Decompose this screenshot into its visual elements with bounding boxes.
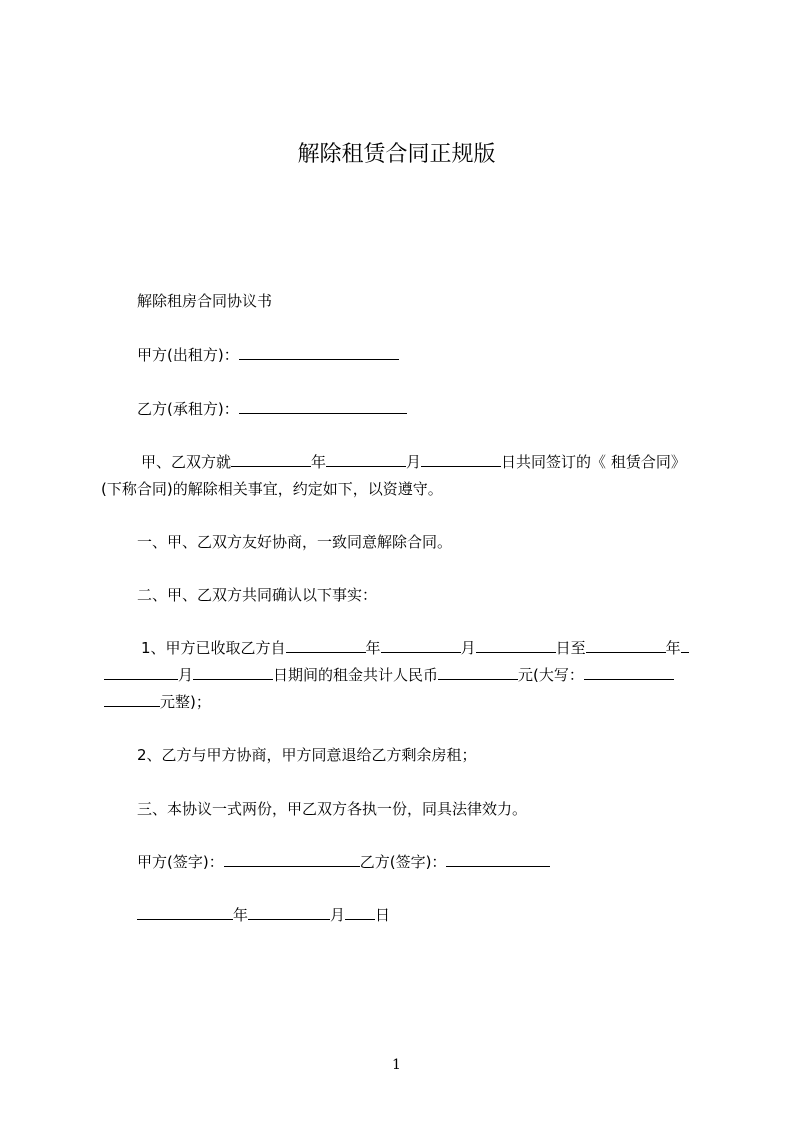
intro-prefix: 甲、乙双方就 (141, 453, 232, 471)
fact-1-month2-label: 月 (178, 666, 194, 684)
party-a-line (137, 345, 399, 365)
fact-1-tail-blank (681, 638, 689, 653)
party-a-blank (239, 345, 399, 360)
fact-1-middle: 日期间的租金共计人民币 (273, 666, 439, 684)
fact-1-line-2 (104, 665, 674, 685)
fact-1-month-blank (381, 638, 461, 653)
party-b-blank (239, 399, 407, 414)
page-number: 1 (392, 1057, 401, 1073)
date-month-blank (248, 905, 330, 920)
intro-day-blank (421, 452, 501, 467)
fact-1-line-3 (104, 692, 211, 712)
date-line (137, 905, 390, 925)
signature-line (137, 852, 550, 872)
document-title: 解除租赁合同正规版 (297, 142, 496, 167)
party-a-label: 甲方(出租方)： (137, 346, 239, 364)
date-year-blank (137, 905, 233, 920)
fact-1-end: 元整)； (160, 693, 211, 711)
intro-line-2: (下称合同)的解除相关事宜，约定如下，以资遵守。 (101, 480, 443, 498)
fact-1-caps-blank (584, 665, 674, 680)
fact-1-year-label: 年 (365, 639, 381, 657)
sign-party-a-blank (224, 852, 360, 867)
fact-1-yuan-caps: 元(大写： (518, 666, 584, 684)
fact-1-caps-blank-cont (104, 692, 160, 707)
date-day-blank (345, 905, 375, 920)
sign-party-b-blank (446, 852, 550, 867)
fact-1-prefix: 1、甲方已收取乙方自 (141, 639, 286, 657)
party-b-label: 乙方(承租方)： (137, 400, 239, 418)
fact-1-day-to: 日至 (555, 639, 586, 657)
subtitle: 解除租房合同协议书 (137, 292, 273, 310)
fact-1-month-label: 月 (460, 639, 476, 657)
sign-party-a-label: 甲方(签字)： (137, 853, 224, 871)
intro-year-blank (231, 452, 311, 467)
clause-3: 三、本协议一式两份，甲乙双方各执一份，同具法律效力。 (137, 800, 528, 818)
intro-line-1 (141, 452, 686, 472)
fact-1-amount-blank (438, 665, 518, 680)
fact-1-year-blank (286, 638, 366, 653)
party-b-line (137, 399, 407, 419)
clause-1: 一、甲、乙双方友好协商，一致同意解除合同。 (137, 533, 453, 551)
fact-1-day2-blank (193, 665, 273, 680)
fact-1-line-1 (141, 638, 689, 658)
date-month-label: 月 (330, 906, 346, 924)
sign-party-b-label: 乙方(签字)： (359, 853, 447, 871)
date-day-label: 日 (375, 906, 391, 924)
fact-1-year2-label: 年 (665, 639, 681, 657)
clause-2: 二、甲、乙双方共同确认以下事实： (137, 586, 378, 604)
intro-year-label: 年 (311, 453, 327, 471)
fact-1-day-blank (476, 638, 556, 653)
date-year-label: 年 (233, 906, 249, 924)
intro-month-label: 月 (406, 453, 422, 471)
intro-day-text: 日共同签订的《 租赁合同》 (501, 453, 686, 471)
fact-2: 2、乙方与甲方协商，甲方同意退给乙方剩余房租； (137, 746, 477, 764)
fact-1-month2-blank (104, 665, 178, 680)
intro-month-blank (326, 452, 406, 467)
fact-1-year2-blank (586, 638, 666, 653)
